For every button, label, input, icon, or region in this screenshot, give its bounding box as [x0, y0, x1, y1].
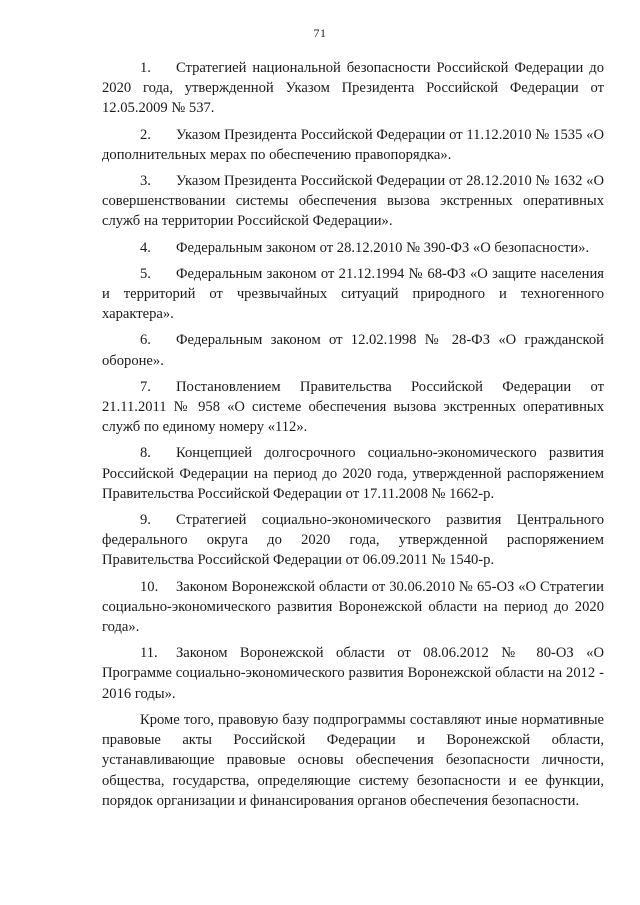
list-item-text: Стратегией социально-экономического развития Центрального федерального округа до 2020 года, утвержденной распоряжением Правительства Российской Федерации от 06.09.2011 № 1540-р.	[102, 512, 604, 569]
list-item	[102, 125, 604, 165]
list-item	[102, 171, 604, 232]
list-item-number: 8.	[140, 445, 151, 462]
list-item	[102, 58, 604, 119]
list-item-number: 4.	[140, 239, 151, 256]
page-number: 71	[313, 26, 327, 40]
list-item-number: 7.	[140, 378, 151, 395]
list-item-text: Законом Воронежской области от 30.06.2010 № 65-ОЗ «О Стратегии социально-экономического развития Воронежской области на период до 2020 года».	[102, 578, 604, 636]
list-item	[102, 330, 604, 370]
list-item-text: Законом Воронежской области от 08.06.2012 № 80-ОЗ «О Программе социально-экономического развития Воронежской области на 2012 - 2016 годы».	[102, 645, 604, 702]
list-item-number: 9.	[140, 512, 151, 529]
list-item-text: Федеральным законом от 28.12.2010 № 390-ФЗ «О безопасности».	[176, 239, 590, 256]
list-item	[102, 577, 604, 638]
list-item-number: 1.	[140, 60, 151, 76]
list-item	[102, 643, 604, 704]
legal-basis-list	[102, 58, 604, 817]
list-item	[102, 510, 604, 571]
list-item-text: Федеральным законом от 21.12.1994 № 68-ФЗ «О защите населения и территорий от чрезвычайных ситуаций природного и техногенного характера».	[102, 265, 604, 323]
list-item-text: Указом Президента Российской Федерации от 28.12.2010 № 1632 «О совершенствовании системы обеспечения вызова экстренных оперативных служб на территории Российской Федерации».	[102, 173, 604, 230]
list-item	[102, 264, 604, 325]
list-item-number: 3.	[140, 173, 151, 190]
list-item-text: Федеральным законом от 12.02.1998 № 28-ФЗ «О гражданской обороне».	[102, 332, 604, 369]
list-item	[102, 377, 604, 438]
list-item	[102, 443, 604, 504]
list-item-text: Указом Президента Российской Федерации от 11.12.2010 № 1535 «О дополнительных мерах по обеспечению правопорядка».	[102, 126, 604, 163]
list-item-number: 2.	[140, 126, 151, 143]
list-item-text: Стратегией национальной безопасности Российской Федерации до 2020 года, утвержденной Указом Президента Российской Федерации от 12.05.2009 № 537.	[102, 60, 604, 117]
list-item-number: 5.	[140, 265, 151, 282]
list-item	[102, 238, 604, 258]
list-item-text: Постановлением Правительства Российской Федерации от 21.11.2011 № 958 «О системе обеспечения вызова экстренных оперативных служб по единому номеру «112».	[102, 378, 604, 436]
list-item-number: 10.	[140, 578, 159, 595]
list-item-number: 6.	[140, 332, 151, 349]
list-item-number: 11.	[140, 645, 158, 662]
closing-paragraph: Кроме того, правовую базу подпрограммы составляют иные нормативные правовые акты Российской Федерации и Воронежской области, устанавливающие правовые основы обеспечения безопасности личности, общества, государства, определяющие систему безопасности и ее функции, порядок организации и финансирования органов обеспечения безопасности.	[102, 711, 604, 809]
list-item-text: Концепцией долгосрочного социально-экономического развития Российской Федерации на период до 2020 года, утвержденной распоряжением Правительства Российской Федерации от 17.11.2008 № 1662-р.	[102, 445, 604, 502]
